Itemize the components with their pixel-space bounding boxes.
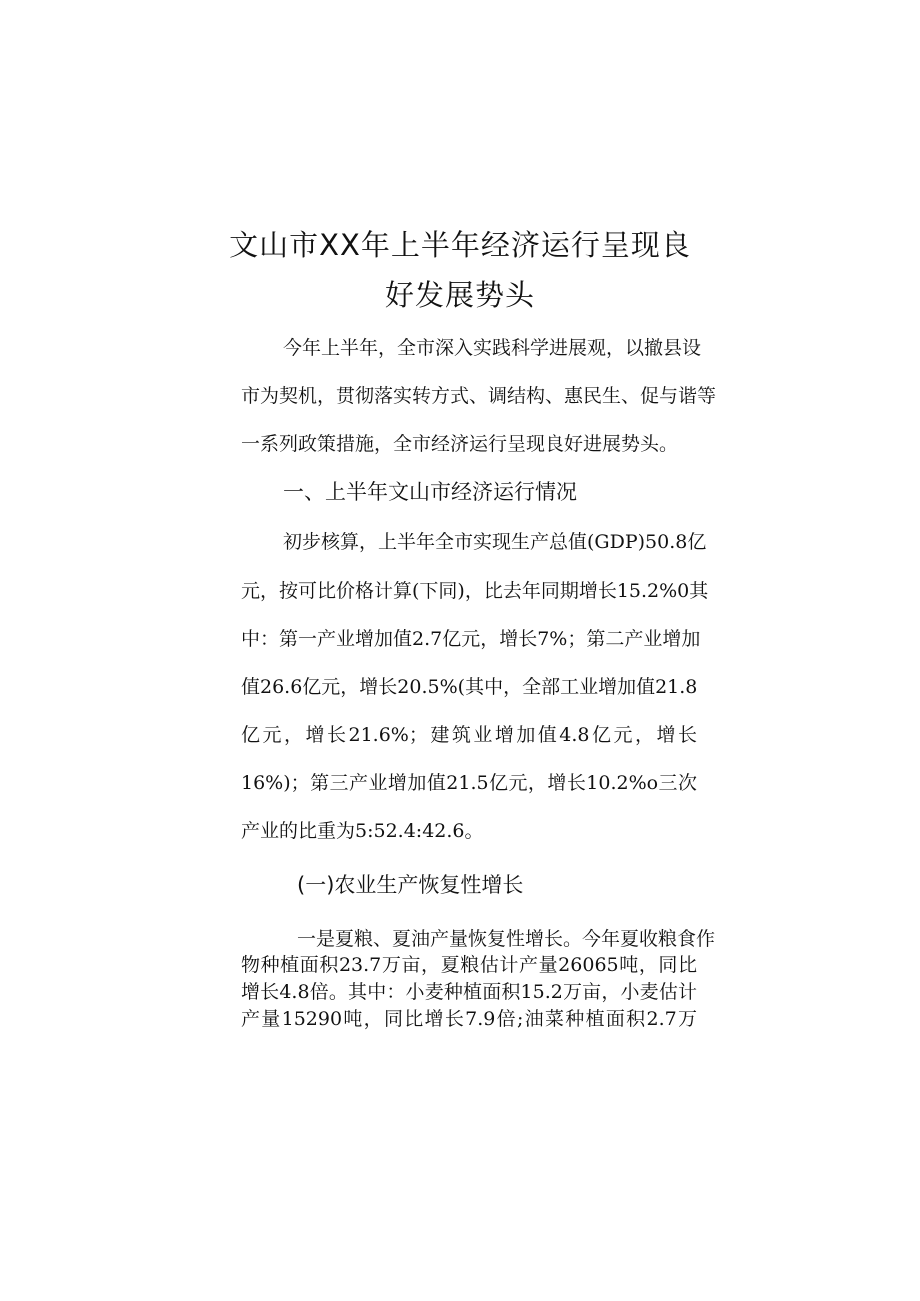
section-line-3: 中：第一产业增加值2.7亿元，增长7%；第二产业增加 xyxy=(241,628,701,650)
subsection-line-3: 增长4.8倍。其中：小麦种植面积15.2万亩，小麦估计 xyxy=(241,981,697,1003)
section-line-1: 初步核算，上半年全市实现生产总值(GDP)50.8亿 xyxy=(283,531,707,553)
intro-line-3: 一系列政策措施，全市经济运行呈现良好进展势头。 xyxy=(241,433,679,455)
document-title-line-1: 文山市XX年上半年经济运行呈现良 xyxy=(229,228,691,262)
section-heading: 一、上半年文山市经济运行情况 xyxy=(283,480,577,504)
subsection-line-4: 产量15290吨，同比增长7.9倍;油菜种植面积2.7万 xyxy=(241,1008,697,1030)
section-line-6: 16%)；第三产业增加值21.5亿元，增长10.2%o三次 xyxy=(241,772,697,794)
section-line-2: 元，按可比价格计算(下同)，比去年同期增长15.2%0其 xyxy=(241,580,709,602)
section-line-4: 值26.6亿元，增长20.5%(其中，全部工业增加值21.8 xyxy=(241,676,698,698)
subsection-heading: (一)农业生产恢复性增长 xyxy=(297,873,524,897)
intro-line-1: 今年上半年，全市深入实践科学进展观，以撤县设 xyxy=(283,337,702,359)
document-title-line-2: 好发展势头 xyxy=(384,278,535,312)
section-line-7: 产业的比重为5:52.4:42.6。 xyxy=(241,820,484,842)
subsection-line-2: 物种植面积23.7万亩，夏粮估计产量26065吨，同比 xyxy=(241,954,697,976)
subsection-line-1: 一是夏粮、夏油产量恢复性增长。今年夏收粮食作 xyxy=(297,928,716,950)
section-line-5: 亿元，增长21.6%；建筑业增加值4.8亿元，增长 xyxy=(241,724,697,746)
intro-line-2: 市为契机，贯彻落实转方式、调结构、惠民生、促与谐等 xyxy=(241,385,717,407)
